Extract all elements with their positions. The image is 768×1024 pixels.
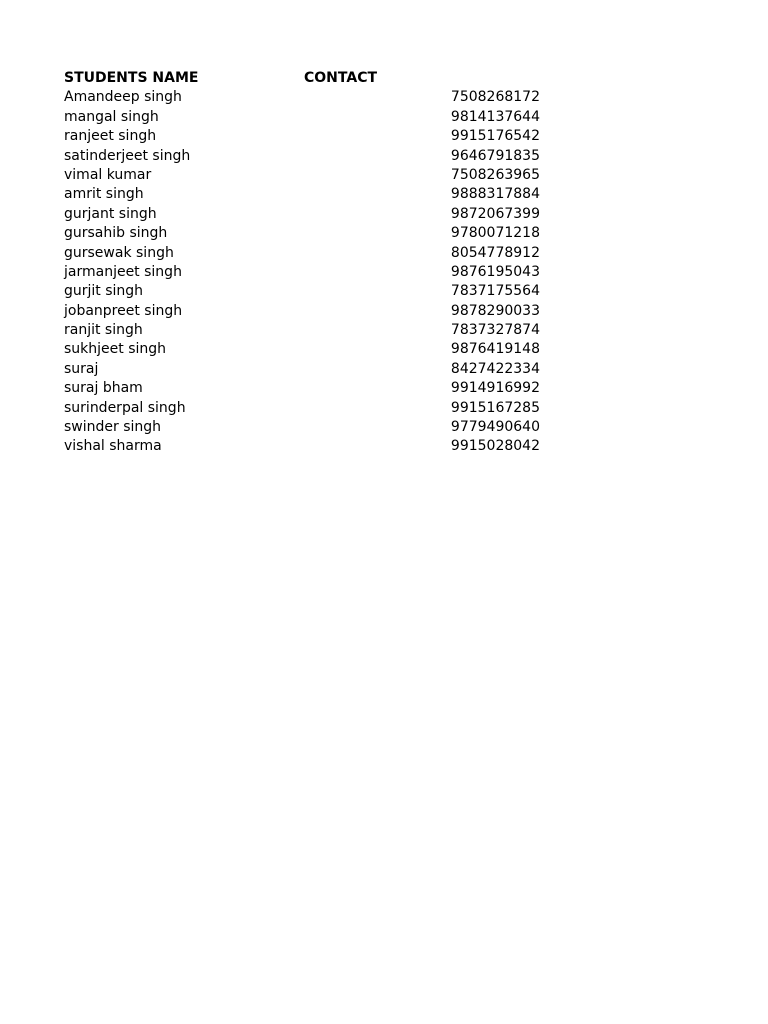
student-name-cell: amrit singh: [64, 186, 144, 203]
table-row: [64, 88, 544, 107]
table-row: [64, 166, 544, 185]
contact-number-cell: 9915028042: [450, 438, 540, 455]
contact-number-cell: 9915176542: [450, 128, 540, 145]
table-row: [64, 263, 544, 282]
student-name-cell: gursahib singh: [64, 225, 168, 242]
table-row: [64, 340, 544, 359]
student-name-cell: jarmanjeet singh: [64, 263, 182, 280]
student-name-cell: mangal singh: [64, 108, 159, 125]
contact-number-cell: 9876195043: [450, 263, 540, 280]
table-row: [64, 360, 544, 379]
student-name-cell: sukhjeet singh: [64, 341, 167, 358]
contact-number-cell: 9914916992: [450, 380, 540, 397]
table-row: [64, 321, 544, 340]
contact-number-cell: 9888317884: [450, 186, 540, 203]
table-row: [64, 379, 544, 398]
table-row: [64, 108, 544, 127]
table-row: [64, 147, 544, 166]
student-name-cell: satinderjeet singh: [64, 147, 191, 164]
table-row: [64, 224, 544, 243]
student-name-cell: gursewak singh: [64, 244, 174, 261]
student-name-cell: Amandeep singh: [64, 89, 182, 106]
student-name-cell: suraj bham: [64, 380, 143, 397]
contact-number-cell: 9876419148: [450, 341, 540, 358]
student-name-cell: suraj: [64, 360, 99, 377]
table-row: [64, 399, 544, 418]
student-contact-table: [64, 69, 544, 457]
contact-header: CONTACT: [304, 70, 378, 86]
table-row: [64, 302, 544, 321]
table-row: [64, 282, 544, 301]
table-row: [64, 244, 544, 263]
table-row: [64, 437, 544, 456]
student-name-cell: ranjeet singh: [64, 128, 157, 145]
table-row: [64, 418, 544, 437]
contact-number-cell: 9872067399: [450, 205, 540, 222]
contact-number-cell: 8427422334: [450, 360, 540, 377]
contact-number-cell: 7837175564: [450, 283, 540, 300]
table-row: [64, 205, 544, 224]
contact-number-cell: 9878290033: [450, 302, 540, 319]
student-name-cell: gurjant singh: [64, 205, 157, 222]
student-name-cell: gurjit singh: [64, 283, 144, 300]
student-name-cell: ranjit singh: [64, 322, 143, 339]
table-row: [64, 185, 544, 204]
contact-number-cell: 9915167285: [450, 399, 540, 416]
student-name-cell: swinder singh: [64, 419, 162, 436]
students-name-header: STUDENTS NAME: [64, 70, 199, 86]
table-row: [64, 127, 544, 146]
student-name-cell: jobanpreet singh: [64, 302, 183, 319]
table-header-row: [64, 69, 544, 88]
student-name-cell: surinderpal singh: [64, 399, 186, 416]
contact-number-cell: 7508263965: [450, 166, 540, 183]
student-name-cell: vishal sharma: [64, 438, 162, 455]
contact-number-cell: 7837327874: [450, 322, 540, 339]
student-name-cell: vimal kumar: [64, 166, 152, 183]
contact-number-cell: 8054778912: [450, 244, 540, 261]
table-body: [64, 88, 544, 456]
contact-number-cell: 9780071218: [450, 225, 540, 242]
contact-number-cell: 9646791835: [450, 147, 540, 164]
contact-number-cell: 9779490640: [450, 419, 540, 436]
contact-number-cell: 9814137644: [450, 108, 540, 125]
contact-number-cell: 7508268172: [450, 89, 540, 106]
